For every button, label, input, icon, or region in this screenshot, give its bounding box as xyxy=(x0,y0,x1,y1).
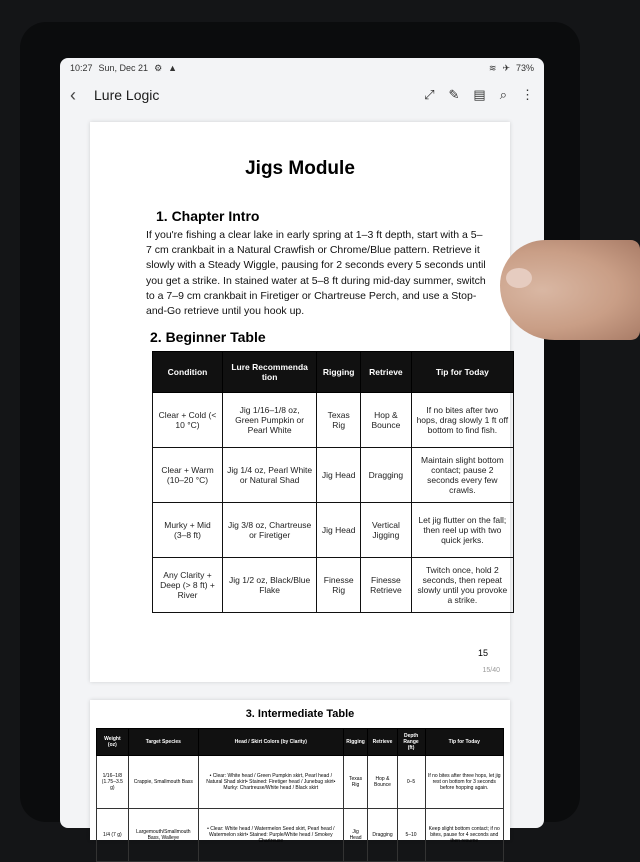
table-cell: Maintain slight bottom contact; pause 2 seconds every few crawls. xyxy=(411,448,513,503)
column-header: Rigging xyxy=(317,352,361,393)
intermediate-table xyxy=(96,728,504,862)
table-row xyxy=(153,393,514,448)
expand-icon[interactable]: ⤢ xyxy=(424,87,435,102)
table-cell: Finesse Retrieve xyxy=(361,558,412,613)
table-cell: Jig 3/8 oz, Chartreuse or Firetiger xyxy=(223,503,317,558)
table-cell: Let jig flutter on the fall; then reel up with two quick jerks. xyxy=(411,503,513,558)
page-title: Jigs Module xyxy=(245,158,355,179)
table-cell: Jig Head xyxy=(317,503,361,558)
column-header: Tip for Today xyxy=(425,729,503,756)
column-header: Retrieve xyxy=(368,729,397,756)
airplane-icon: ✈ xyxy=(502,62,510,73)
table-cell: Jig 1/16–1/8 oz, Green Pumpkin or Pearl White xyxy=(223,393,317,448)
table-cell: Twitch once, hold 2 seconds, then repeat slowly until you provoke a strike. xyxy=(411,558,513,613)
battery-level: 73% xyxy=(515,63,534,73)
table-cell: Any Clarity + Deep (> 8 ft) + River xyxy=(153,558,223,613)
app-title: Lure Logic xyxy=(94,87,160,103)
status-bar xyxy=(60,58,544,78)
table-cell: Hop & Bounce xyxy=(361,393,412,448)
page-counter: 15/40 xyxy=(482,667,500,674)
chapter-text: If you're fishing a clear lake in early spring at 1–3 ft depth, start with a 5–7 cm crankbait in a Natural Crawfish or Chrome/Blue pattern. Retrieve it slowly with a Steady Wiggle, pausing for 2 seconds every 5 seconds until you get a strike. In stained water at 5–8 ft during mid-day summer, switch to a 7–9 cm crankbait in Firetiger or Chartreuse Perch, and use a Stop-and-Go retrieve until you hook up. xyxy=(146,229,486,318)
table-cell: Dragging xyxy=(361,448,412,503)
table-cell: Vertical Jigging xyxy=(361,503,412,558)
more-icon[interactable]: ⋮ xyxy=(521,87,534,102)
table-cell: 5–10 xyxy=(397,809,425,862)
table-cell: • Clear: White head / Watermelon Seed skirt, Pearl head / Watermelon skirt• Stained: Purple/White head / Smokey Chartreuse xyxy=(198,809,343,862)
intermediate-table-heading: 3. Intermediate Table xyxy=(245,708,355,720)
table-cell: 0–5 xyxy=(397,756,425,809)
fingernail xyxy=(506,268,532,288)
tablet-screen xyxy=(60,58,544,844)
table-cell: Dragging xyxy=(368,809,397,862)
table-cell: Jig Head xyxy=(317,448,361,503)
table-cell: Clear + Cold (< 10 °C) xyxy=(153,393,223,448)
table-cell: Hop & Bounce xyxy=(368,756,397,809)
warning-icon: ▲ xyxy=(168,63,178,73)
table-cell: Jig 1/2 oz, Black/Blue Flake xyxy=(223,558,317,613)
app-bar xyxy=(60,78,544,112)
search-icon[interactable]: ⌕ xyxy=(499,87,507,102)
table-row xyxy=(153,448,514,503)
status-time: 10:27 xyxy=(70,63,93,73)
table-cell: Keep slight bottom contact; if no bites, pause for 4 seconds and then resume xyxy=(425,809,503,862)
page-marker: 15 xyxy=(477,648,488,658)
toolbar xyxy=(424,87,534,103)
table-cell: Jig Head xyxy=(343,809,368,862)
table-row xyxy=(153,503,514,558)
hand xyxy=(500,240,640,340)
table-cell: 1/16–1/8 (1.75–3.5 g) xyxy=(97,756,129,809)
column-header: Head / Skirt Colors (by Clarity) xyxy=(198,729,343,756)
document-page xyxy=(90,122,510,682)
column-header: Tip for Today xyxy=(411,352,513,393)
chapter-heading: 1. Chapter Intro xyxy=(156,208,260,224)
column-header: Rigging xyxy=(343,729,368,756)
table-cell: Largemouth/Smallmouth Bass, Walleye xyxy=(128,809,198,862)
table-cell: If no bites after three hops, let jig rest on bottom for 3 seconds before hopping again. xyxy=(425,756,503,809)
wifi-icon: ≋ xyxy=(488,62,497,73)
column-header: Target Species xyxy=(128,729,198,756)
table-row xyxy=(97,756,504,809)
column-header: Retrieve xyxy=(361,352,412,393)
table-row xyxy=(97,809,504,862)
status-date: Sun, Dec 21 xyxy=(98,63,149,73)
table-row xyxy=(153,558,514,613)
table-cell: Murky + Mid (3–8 ft) xyxy=(153,503,223,558)
table-cell: 1/4 (7 g) xyxy=(97,809,129,862)
notes-icon[interactable]: ▤ xyxy=(473,87,486,102)
table-cell: Texas Rig xyxy=(343,756,368,809)
tablet-device xyxy=(20,22,580,844)
table-cell: Jig 1/4 oz, Pearl White or Natural Shad xyxy=(223,448,317,503)
document-page-next xyxy=(90,700,510,844)
settings-icon: ⚙ xyxy=(154,62,163,73)
column-header: Weight (oz) xyxy=(97,729,129,756)
column-header: Depth Range (ft) xyxy=(397,729,425,756)
beginner-table xyxy=(152,351,514,613)
table-cell: Finesse Rig xyxy=(317,558,361,613)
table-cell: • Clear: White head / Green Pumpkin skirt, Pearl head / Natural Shad skirt• Stained: Firetiger head / Junebug skirt• Murky: Chartreuse/White head / Black skirt xyxy=(198,756,343,809)
column-header: Condition xyxy=(153,352,223,393)
table-cell: If no bites after two hops, drag slowly 1 ft off bottom to find fish. xyxy=(411,393,513,448)
column-header: Lure Recommenda tion xyxy=(223,352,317,393)
beginner-table-heading: 2. Beginner Table xyxy=(150,329,266,346)
back-icon[interactable]: ‹ xyxy=(70,84,76,105)
edit-icon[interactable]: ✎ xyxy=(448,87,460,102)
table-cell: Texas Rig xyxy=(317,393,361,448)
table-cell: Crappie, Smallmouth Bass xyxy=(128,756,198,809)
table-cell: Clear + Warm (10–20 °C) xyxy=(153,448,223,503)
